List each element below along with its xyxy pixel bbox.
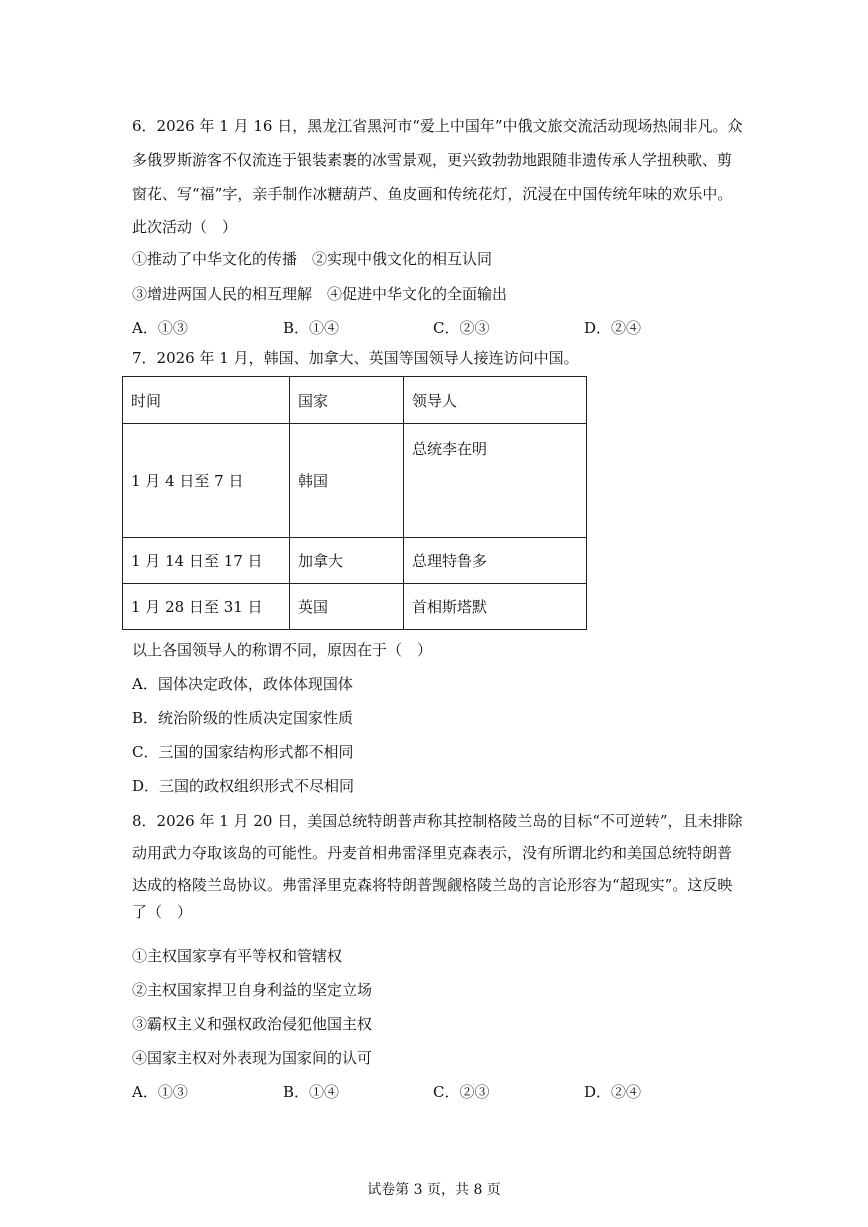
q8-option-b: B．①④ <box>283 1083 340 1101</box>
table-row <box>123 538 587 584</box>
table-cell: 加拿大 <box>290 538 404 584</box>
table-cell: 总理特鲁多 <box>404 538 587 584</box>
table-cell: 首相斯塔默 <box>404 584 587 630</box>
table-cell: 1 月 4 日至 7 日 <box>123 424 290 538</box>
q8-option-d: D．②④ <box>584 1083 642 1101</box>
q8-statement: ②主权国家捍卫自身利益的坚定立场 <box>132 981 373 999</box>
q8-statement: ①主权国家享有平等权和管辖权 <box>132 947 343 965</box>
table-cell: 1 月 14 日至 17 日 <box>123 538 290 584</box>
q6-option-d: D．②④ <box>584 319 642 337</box>
q8-statement: ④国家主权对外表现为国家间的认可 <box>132 1049 373 1067</box>
table-row <box>123 424 587 538</box>
q7-choice-b: B．统治阶级的性质决定国家性质 <box>132 709 354 727</box>
q6-options <box>132 318 692 338</box>
table-cell: 1 月 28 日至 31 日 <box>123 584 290 630</box>
q6-stem-line: 此次活动（ ） <box>132 218 238 236</box>
q7-question: 以上各国领导人的称谓不同，原因在于（ ） <box>132 641 433 659</box>
q6-stem-line: 窗花、写“福”字，亲手制作冰糖葫芦、鱼皮画和传统花灯，沉浸在中国传统年味的欢乐中。 <box>132 185 733 203</box>
table-header-cell: 领导人 <box>404 377 587 424</box>
q8-stem-line: 动用武力夺取该岛的可能性。丹麦首相弗雷泽里克森表示，没有所谓北约和美国总统特朗普 <box>132 844 733 862</box>
q6-option-a: A．①③ <box>132 319 188 337</box>
q7-choice-a: A．国体决定政体，政体体现国体 <box>132 675 353 693</box>
q8-stem-line: 达成的格陵兰岛协议。弗雷泽里克森将特朗普觊觎格陵兰岛的言论形容为“超现实”。这反映 <box>132 876 733 894</box>
table-cell: 英国 <box>290 584 404 630</box>
q6-option-b: B．①④ <box>283 319 340 337</box>
q6-stem-line: 6．2026 年 1 月 16 日，黑龙江省黑河市“爱上中国年”中俄文旅交流活动现场热闹非凡。众 <box>132 117 743 135</box>
q8-statement: ③霸权主义和强权政治侵犯他国主权 <box>132 1015 373 1033</box>
q6-statement: ①推动了中华文化的传播 ②实现中俄文化的相互认同 <box>132 250 493 268</box>
q7-choice-c: C．三国的国家结构形式都不相同 <box>132 743 354 761</box>
table-header-row <box>123 377 587 424</box>
q8-stem-line: 8．2026 年 1 月 20 日，美国总统特朗普声称其控制格陵兰岛的目标“不可逆转”，且未排除 <box>132 812 743 830</box>
q8-option-c: C．②③ <box>433 1083 490 1101</box>
q7-visit-table <box>122 376 587 630</box>
table-row <box>123 584 587 630</box>
table-header-cell: 时间 <box>123 377 290 424</box>
q8-option-a: A．①③ <box>132 1083 188 1101</box>
table-cell: 总统李在明 <box>404 424 587 538</box>
q6-stem-line: 多俄罗斯游客不仅流连于银装素裹的冰雪景观，更兴致勃勃地跟随非遗传承人学扭秧歌、剪 <box>132 151 733 169</box>
q8-options <box>132 1082 692 1102</box>
table-cell: 韩国 <box>290 424 404 538</box>
q6-statement: ③增进两国人民的相互理解 ④促进中华文化的全面输出 <box>132 285 508 303</box>
q8-stem-line: 了（ ） <box>132 903 193 921</box>
q7-choice-d: D．三国的政权组织形式不尽相同 <box>132 777 355 795</box>
table-header-cell: 国家 <box>290 377 404 424</box>
q7-stem: 7．2026 年 1 月，韩国、加拿大、英国等国领导人接连访问中国。 <box>132 349 579 367</box>
page-footer: 试卷第 3 页，共 8 页 <box>367 1182 501 1198</box>
q6-option-c: C．②③ <box>433 319 490 337</box>
